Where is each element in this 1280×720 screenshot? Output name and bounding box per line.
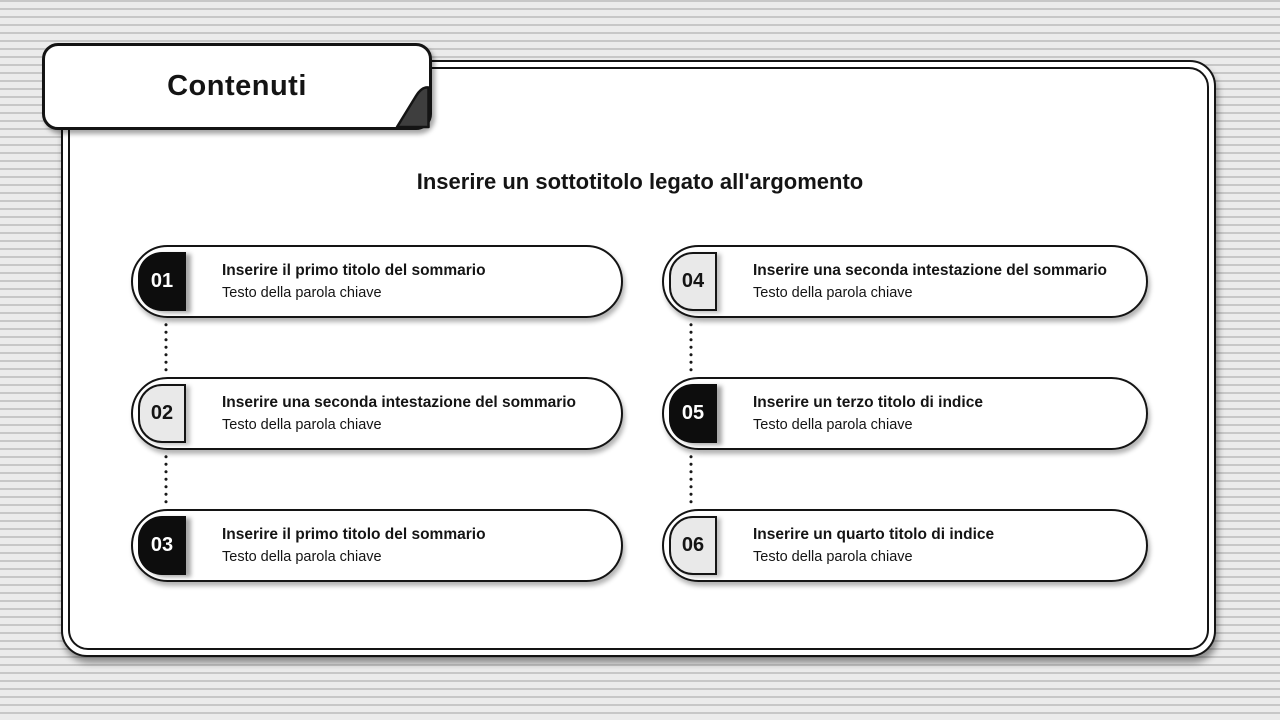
item-number: 03 <box>150 534 174 556</box>
summary-column-left <box>131 245 623 641</box>
item-keyword: Testo della parola chiave <box>753 548 913 565</box>
summary-item-06 <box>662 509 1148 582</box>
item-title: Inserire un terzo titolo di indice <box>753 393 983 411</box>
summary-item-02 <box>131 377 623 450</box>
item-title: Inserire un quarto titolo di indice <box>753 525 995 543</box>
slide-subtitle: Inserire un sottotitolo legato all'argomento <box>416 169 864 194</box>
item-keyword: Testo della parola chiave <box>753 416 913 433</box>
item-title: Inserire il primo titolo del sommario <box>222 525 486 543</box>
item-number-badge <box>138 516 186 575</box>
summary-column-right <box>662 245 1148 641</box>
item-number: 02 <box>150 402 174 424</box>
summary-item-05 <box>662 377 1148 450</box>
item-number-badge <box>669 516 717 575</box>
item-number-badge <box>669 252 717 311</box>
dotted-connector <box>689 321 693 375</box>
summary-item-01 <box>131 245 623 318</box>
item-title: Inserire il primo titolo del sommario <box>222 261 486 279</box>
title-tab <box>42 43 432 130</box>
summary-item-04 <box>662 245 1148 318</box>
item-keyword: Testo della parola chiave <box>222 416 382 433</box>
item-keyword: Testo della parola chiave <box>753 284 913 301</box>
item-keyword: Testo della parola chiave <box>222 548 382 565</box>
item-number: 01 <box>150 270 174 292</box>
dotted-connector <box>164 453 168 507</box>
item-number-badge <box>138 252 186 311</box>
summary-item-03 <box>131 509 623 582</box>
item-number-badge <box>138 384 186 443</box>
dotted-connector <box>164 321 168 375</box>
dotted-connector <box>689 453 693 507</box>
item-title: Inserire una seconda intestazione del sommario <box>753 261 1108 279</box>
folded-corner-icon <box>393 83 432 130</box>
item-number: 04 <box>681 270 705 292</box>
item-keyword: Testo della parola chiave <box>222 284 382 301</box>
item-number-badge <box>669 384 717 443</box>
item-number: 06 <box>681 534 705 556</box>
slide-title: Contenuti <box>167 70 307 102</box>
item-title: Inserire una seconda intestazione del sommario <box>222 393 577 411</box>
item-number: 05 <box>681 402 705 424</box>
